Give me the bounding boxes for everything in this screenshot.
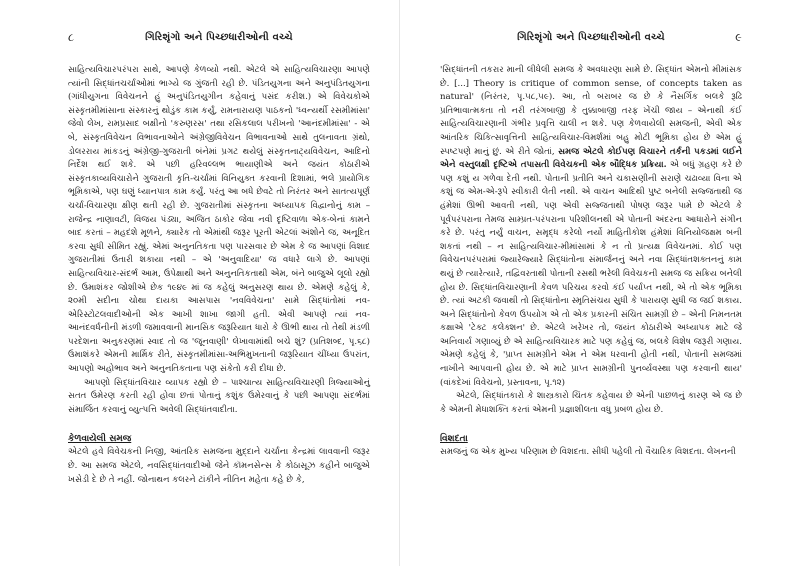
right-paragraph-1-rest: એ બધું ગ્રહણ કરે છે પણ કશું ય ગળેવા દેતી નથી. પોતાની પ્રતીતિ અને ચકાસણીની સરાણે ચઢાવ્યા વિના એ કશું જ એમ-એ-રૂપે સ્વીકારી લેતી નથી. એ વાચન આદિથી પુષ્ટ બનેલી સજ્જતાથી જ હંમેશાં ઊભી આવતી નથી, પણ એવી સજ્જતાથી પોષણ જરૂર પામે છે એટલે કે પૂર્વપરંપરાના તેમજ સામ્પ્રત-પરંપરાના પરિશીલનથી એ પોતાની અંદરના આધારોને સંગીન કરે છે. પરંતુ નર્યું વાચન, સમૃદ્ધ કરેલો નર્યો માહિતીકોશ હંમેશાં વિનિયોજક્ષમ બની શકતાં નથી – ન સાહિત્યવિચાર-મીમાંસામાં કે ન તો પ્રત્યક્ષ વિવેચનમાં. કોઈ પણ વિવેચનપરંપરામાં જ્યારેજ્યારે સિદ્ધાંતોના સંમાર્જનનું અને નવા સિદ્ધાંતશક્તનનું કામ થયું છે ત્યારેત્યારે, તદ્વિવરતાથી પોતાની રસથી ભરેલી વિવેચકની સમજ જ સક્રિય બનેલી હોય છે. સિદ્ધાંતવિચારણાની કેવળ પરિચય કરવો કંઈ પર્યાપ્ત નથી, એ તો એક ભૂમિકા છે. ત્યાં અટકી જવાથી તો સિદ્ધાંતોના સ્મૃતિસંચય સુધી કે પારાયણ સુધી જ જઈ શકાય. અને સિદ્ધાંતોનો કેવળ ઉપયોગ એ તો એક પ્રકારની સંચિત સામગ્રી છે – એની નિમનતમ કક્ષાએ 'ટેક્ટ કલેક્શન' છે. એટલે ખરેખર તો, જયંત કોઠારીએ અધ્યાપક માટે જે અનિવાર્ય ગણાવ્યું છે એ સાહિત્યવિચારક માટે પણ કહેવું જ, બલકે વિશેષ જરૂરી ગણાય. એમણે કહેલું કે, 'પ્રાપ્ત સામગ્રીને એમ ને એમ ધરવાની હોતી નથી, પોતાની સમજમાં નાખીને આપવાની હોય છે. એ માટે પ્રાપ્ત સામગ્રીની પુનર્વ્યવસ્થા પણ કરવાની થાય' (વાંકદેખાં વિવેચનો, પ્રસ્તાવના, પૃ.૧૨)	[440, 160, 742, 388]
right-paragraph-1-bold-definition: સમજ એટલે કોઈપણ વિચારને તર્કની પકડમાં લઈને એને વસ્તુલક્ષી દૃષ્ટિએ તપાસતી વિવેચકની એક બૌદ્ધિક પ્રક્રિયા.	[440, 146, 742, 171]
section-heading-vishadata: વિશદતા	[440, 434, 468, 445]
left-body-text	[68, 64, 370, 487]
paragraph-spacer	[68, 417, 370, 430]
section-heading-kelvayeli-samaj: કેળવાયેલી સમજ	[68, 434, 132, 445]
left-paragraph-1: સાહિત્યવિચારપરંપરા સાથે, આપણે કેળવ્યો નથી. એટલે એ સાહિત્યવિચારણા આપણે ત્યાંની સિદ્ધાંતચર્ચાઓમાં ભાગ્યે જ ગુંજતી રહી છે. પંડિતયુગના અને અનુપંડિતયુગના (ગાંધીયુગના વિવેચનને હું અનુપંડિતયુગીન કહેવાનું પસંદ કરીશ.) એ વિવેચકોએ સંસ્કૃતમીમાંસાના સંસ્કારનું થોડુંક કામ કર્યું, રામનારાયણ પાઠકનો 'ધ્વન્યર્થી રસમીમાંસા' જેવો લેખ, રામપ્રસાદ બક્ષીનો 'કરુણરસ' તથા રસિકલાલ પરીખનો 'આનંદમીમાંસા' - એ બે, સંસ્કૃતવિવેચન વિભાવનાઓને અંગ્રેજીવિવેચન વિભાવનાઓ સાથે તુલનાવતા ગ્રંથો, ડોલરરાય માંકડનું અંગ્રેજી-ગુજરાતી બંનેમાં પ્રગટ થયેલું સંસ્કૃતનાટ્યવિવેચન, આદિનો નિર્દેશ થઈ શકે. એ પછી હરિવલ્લભ ભાયાણીએ અને જયંત કોઠારીએ સંસ્કૃતકાવ્યવિચારોને ગુજરાતી કૃતિ-ચર્ચામાં વિનિયુક્ત કરવાની દિશામાં, ભલે પ્રાયોગિક ભૂમિકાએ, પણ ઘણું ધ્યાનપાત્ર કામ કર્યું. પરંતુ આ બધે છેવટે તો નિરંતર અને સાતત્યપૂર્ણ ચર્ચા-વિચારણા ક્ષીણ થતી રહી છે. ગુજરાતીમાં સંસ્કૃતના અધ્યાપક વિદ્વાનોનું કામ – રાજેન્દ્ર નાણાવટી, વિજય પંડ્યા, અજિત ઠાકોર જેવા નવી દૃષ્ટિવાળા એક-બેનાં કામને બાદ કરતાં – મહદંશે મૂળને, ક્યારેક તો એમાંથી જરૂર પૂરતી એટલાં અંશોને જ, અનૂદિત કરવા સુધી સીમિત રહ્યું. એમાં અનુનતિકતા પણ પારસવાર છે એમ કે જ આપણાં વિશાદ ગુજરાતીમાં ઉતારી શકાયા નથી – એ 'અનુવાદિયા' જ વધારે લાગે છે. આપણાં સાહિત્યવિચાર-સંદર્ભ આમ, ઉપેક્ષાથી અને અનુનતિકતાથી એમ, બંને બાજુએ લૂલો રહ્યો છે. ઉમાશંકર જોશીએ છેક ૧૯૪૯ માં જ કહેલું અનુસરણ થાય છે. એમણે કહેલું કે, ૨૦મી સદીના ચોથા દાયકા આસપાસ 'નવવિવેચના' સામે સિદ્ધાંતોમાં નવ-એરિસ્ટોટલવાદીઓની એક આખી શાખા જાગી હતી. એવી આપણે ત્યાં નવ-આનંદવર્ધનીની મંડળી જમાવવાની માનસિક જરૂરિયાત ધારો કે ઊભી થાય તો તેથી મંડળી પરદેશના અનુકરણમાં સ્વાદ તો જ 'જૂનવાણી' લેખાવામાંથી બચે શું? (પ્રતિશબ્દ, પૃ.૬૮) ઉમાશંકરે એમની માર્મિક રીતે, સંસ્કૃતમીમાંસા-અભિમુખતાની જરૂરિયાત ચીંધ્યા ઉપરાંત, આપણો અહોભાવ અને અનુનતિકતાના પણ સંકેતો કરી દીધા છે.	[68, 65, 370, 375]
right-body-text	[440, 64, 742, 460]
right-paragraph-2: એટલે, સિદ્ધાંતકારો કે શાસ્ત્રકારો ચિંતક કહેવાય છે એની પાછળનું કારણ એ જ છે કે એમની મેધાશક્તિ કરતાં એમની પ્રજ્ઞાશીલતા વધુ પ્રબળ હોય છે.	[440, 391, 742, 415]
right-page	[400, 0, 800, 566]
right-page-number: ૯	[735, 31, 742, 44]
right-running-title: ગિરિશૃંગો અને પિચ્છધારીઓની વચ્ચે	[517, 32, 665, 43]
right-running-header	[440, 30, 742, 46]
left-page-number: ૮	[68, 31, 75, 44]
right-paragraph-1	[440, 64, 742, 390]
left-running-header	[68, 30, 370, 46]
left-section-paragraph: એટલે હવે વિવેચકની નિજી, આંતરિક સમજના મુદ્દાને ચર્ચાના કેન્દ્રમાં લાવવાની જરૂર છે. આ સમજ એટલે, નવસિદ્ધાંતવાદીઓ જેને કૉમનસેન્સ કે કોઠાસૂઝ કહીને બાજુએ ખસેડી દે છે તે નહીં. જોનાથન કલરને ટાંકીને નીતિન મહેતા કહે છે કે,	[68, 447, 370, 485]
left-paragraph-2: આપણો સિદ્ધાંતવિચાર વ્યાપક રહ્યો છે – પાશ્ચાત્ય સાહિત્યવિચારણી ત્રિજ્યાઓનું સતત ઉમેરણ કરતી રહી હોવા છતાં પોતાનું કશુંક ઉમેરવાનું કે પછી આપણા સંદર્ભમાં સંમાર્જિત કરવાનું વ્યુત્પત્તિ અવેલી સિદ્ધાંતવાદીતા.	[68, 377, 370, 415]
right-paragraph-1-lead: 'સિદ્ધાંતની તકરાર માની લીધેલી સમજ કે અવધારણા સામે છે. સિદ્ધાંત એમનો મીમાંસક છે. [...] Theory is critique of common sense, of concepts taken as natural' (નિરંતર, પૃ.૫૮,૫૯). આ, તો બરાબર જ છે કે નૈસર્ગિક બલકે રૂઢિ પ્રતિભાવાત્મકતા તો નરી તરંગબાજી કે તુક્કાબાજી તરફ ખેંચી જાય – એનાથી કંઈ સાહિત્યવિચારણાની ગંભીર પ્રવૃત્તિ ચાલી ન શકે. પણ કેળવાયેલી સમજની, એવી એક આંતરિક ચિકિત્સાવૃત્તિની સાહિત્યવિચાર-વિમર્શમાં બહુ મોટી ભૂમિકા હોય છે એમ હું સ્પષ્ટપણે માનું છું. એ રીતે જોતાં,	[440, 65, 742, 157]
left-running-title: ગિરિશૃંગો અને પિચ્છધારીઓની વચ્ચે	[145, 32, 293, 43]
right-section-paragraph: સમજનું જ એક મુખ્ય પરિણામ છે વિશદતા. સીધી પહેલી તો વૈચારિક વિશદતા. લેખનની	[440, 447, 736, 458]
paragraph-spacer	[440, 417, 742, 430]
